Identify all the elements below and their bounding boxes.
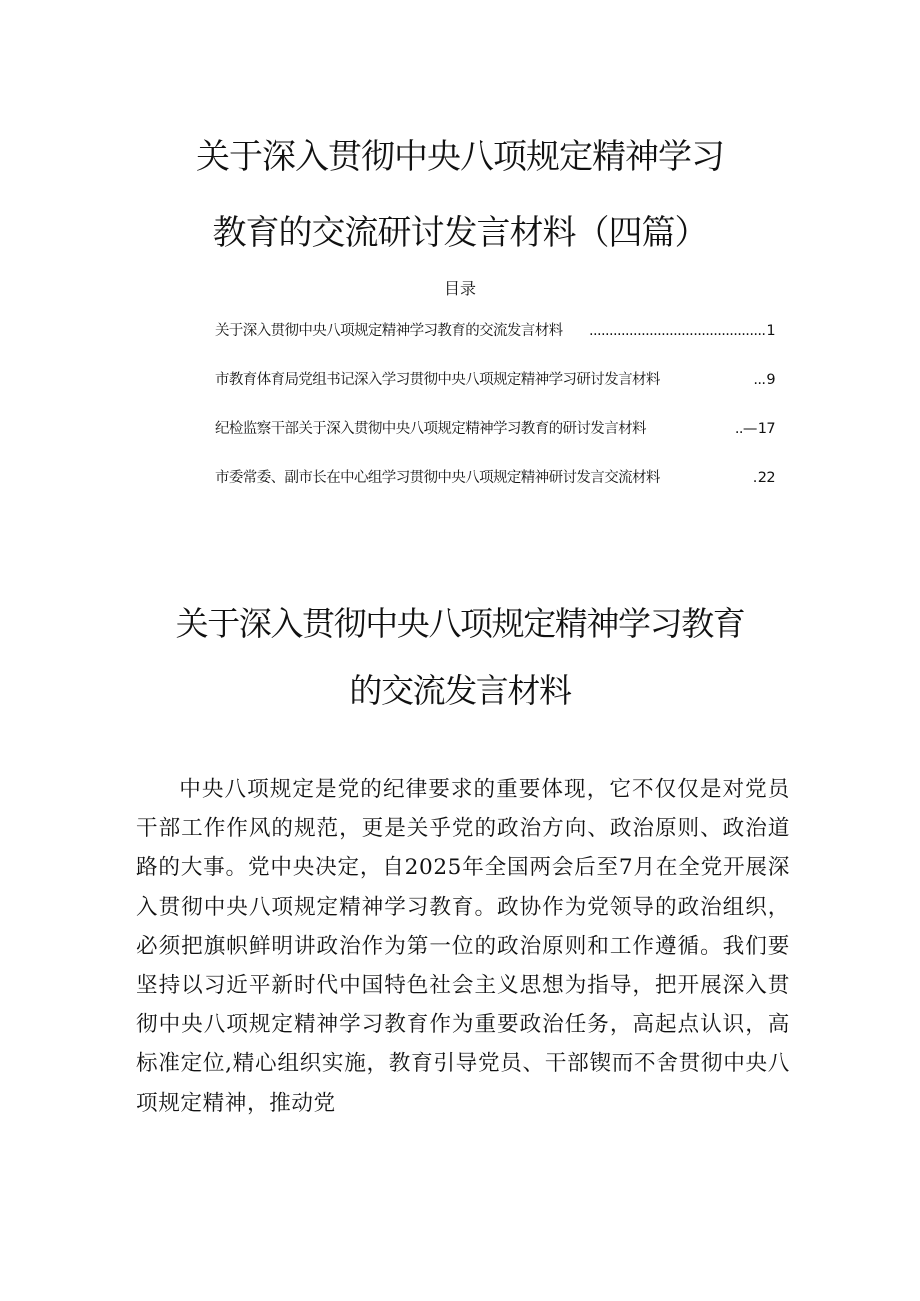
toc-entry-2[interactable] — [215, 370, 775, 419]
toc-entry-label: 纪检监察干部关于深入贯彻中央八项规定精神学习教育的研讨发言材料 — [215, 421, 646, 437]
toc-entry-3[interactable] — [215, 419, 775, 468]
main-title-line-1: 关于深入贯彻中央八项规定精神学习 — [196, 137, 724, 177]
main-title-line-2: 教育的交流研讨发言材料（四篇） — [212, 213, 708, 253]
toc-entry-leader: . — [752, 470, 757, 486]
toc-entry-label: 市委常委、副市长在中心组学习贯彻中央八项规定精神研讨发言交流材料 — [215, 470, 660, 486]
toc-entry-page: 1 — [766, 323, 775, 339]
toc-entry-label: 市教育体育局党组书记深入学习贯彻中央八项规定精神学习研讨发言材料 — [215, 372, 660, 388]
body-paragraph: 中央八项规定是党的纪律要求的重要体现，它不仅仅是对党员干部工作作风的规范，更是关乎党的政治方向、政治原则、政治道路的大事。党中央决定，自2025年全国两会后至7月在全党开展深入贯彻中央八项规定精神学习教育。政协作为党领导的政治组织，必须把旗帜鲜明讲政治作为第一位的政治原则和工作遵循。我们要坚持以习近平新时代中国特色社会主义思想为指导，把开展深入贯彻中央八项规定精神学习教育作为重要政治任务，高起点认识，高标准定位,精心组织实施，教育引导党员、干部锲而不舍贯彻中央八项规定精神，推动党 — [136, 777, 790, 1116]
toc-heading: 目录 — [443, 279, 476, 298]
toc-entry-leader: ..— — [734, 421, 757, 437]
toc-entry-4[interactable] — [215, 468, 775, 517]
toc-entry-page: 17 — [757, 421, 775, 437]
toc-entry-label: 关于深入贯彻中央八项规定精神学习教育的交流发言材料 — [215, 323, 563, 339]
toc-entry-page: 9 — [766, 372, 775, 388]
table-of-contents — [215, 321, 775, 517]
toc-entry-leader: ... — [753, 372, 766, 388]
toc-entry-1[interactable] — [215, 321, 775, 370]
toc-entry-leader: ............................................ — [588, 323, 766, 339]
toc-entry-page: 22 — [757, 470, 775, 486]
section-title-line-2: 的交流发言材料 — [349, 671, 571, 710]
section-title-line-1: 关于深入贯彻中央八项规定精神学习教育 — [175, 604, 745, 643]
